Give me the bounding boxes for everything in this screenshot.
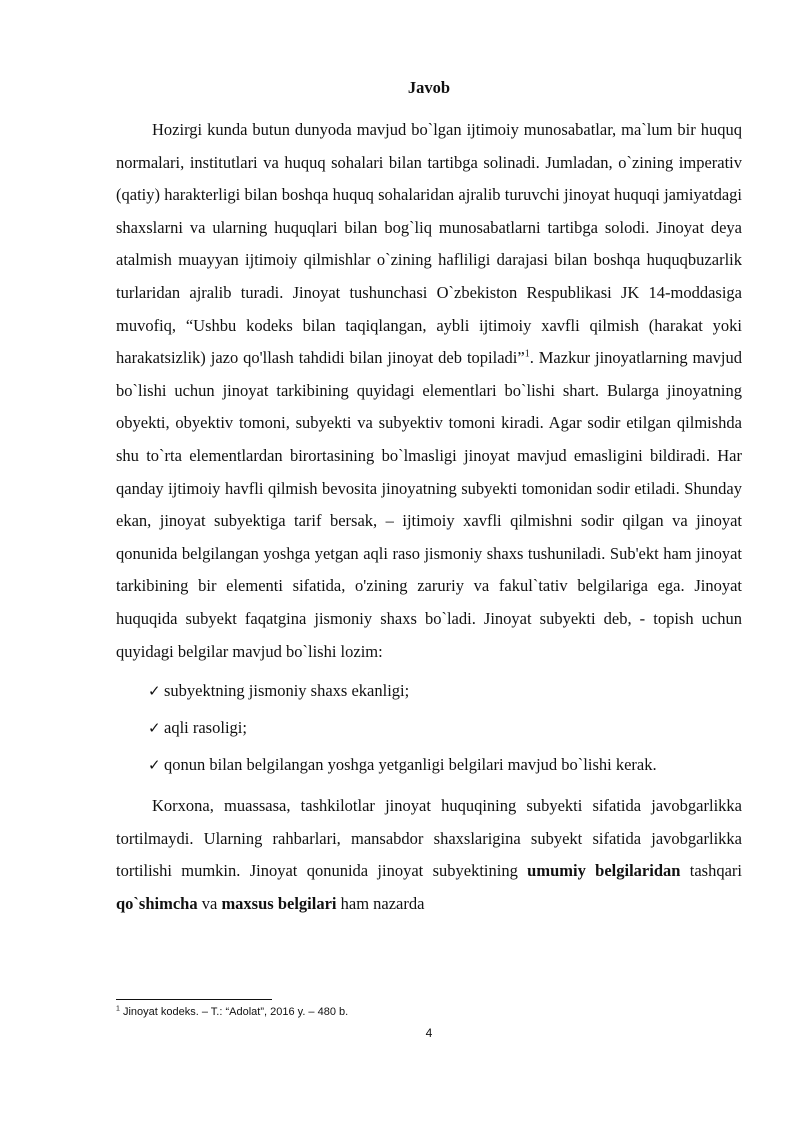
paragraph-organizations-text-4: ham nazarda <box>340 893 425 913</box>
footnote-reference: 1 <box>524 348 530 360</box>
checklist-item-text: aqli rasoligi; <box>164 718 247 738</box>
bold-term-general-features: umumiy belgilaridan <box>527 861 681 881</box>
footnote-text: Jinoyat kodeks. – T.: “Adolat”, 2016 y. – 480 b. <box>119 1006 349 1018</box>
paragraph-intro <box>116 114 742 668</box>
page-content <box>116 72 742 920</box>
page-title: Javob <box>407 78 451 97</box>
checklist-item <box>148 711 742 745</box>
paragraph-intro-text-1: Hozirgi kunda butun dunyoda mavjud bo`lgan ijtimoiy munosabatlar, ma`lum bir huquq normalari, institutlari va huquq sohalari bilan tartibga solinadi. Jumladan, o`zining imperativ (qatiy) harakterligi bilan boshqa huquq sohalaridan ajralib turuvchi jinoyat huquqi jamiyatdagi shaxslarni va ularning huquqlari bilan bog`liq munosabatlarni tartibga solodi. Jinoyat deya atalmish muayyan ijtimoiy qilmishlar o`zining hafliligi darajasi bilan boshqa huquqbuzarlik turlaridan ajralib turadi. Jinoyat tushunchasi O`zbekiston Respublikasi JK 14-moddasiga muvofiq, “Ushbu kodeks bilan taqiqlangan, aybli ijtimoiy xavfli qilmish (harakat yoki harakatsizlik) jazo qo'llash tahdidi bilan jinoyat deb topiladi” <box>116 120 742 368</box>
page-number: 4 <box>425 1026 433 1040</box>
bold-term-additional: qo`shimcha <box>116 893 198 913</box>
checklist-item-text: subyektning jismoniy shaxs ekanligi; <box>164 681 410 701</box>
checkmark-icon: ✓ <box>148 682 161 701</box>
paragraph-organizations-text-3: va <box>201 893 218 913</box>
footnote-separator <box>116 999 272 1000</box>
paragraph-intro-text-2: . Mazkur jinoyatlarning mavjud bo`lishi uchun jinoyat tarkibining quyidagi elementlari bo`lishi shart. Bularga jinoyatning obyekti, obyektiv tomoni, subyekti va subyektiv tomoni kiradi. Agar sodir etilgan qilmishda shu to`rta elementlardan birortasining bo`lmasligi jinoyat mavjud emasligini bildiradi. Har qanday ijtimoiy havfli qilmish bevosita jinoyatning subyekti tomonidan sodir etiladi. Shunday ekan, jinoyat subyektiga tarif bersak, – ijtimoiy xavfli qilmishni sodir qilgan va jinoyat qonunida belgilangan yoshga yetgan aqli raso jismoniy shaxs tushuniladi. Sub'ekt ham jinoyat tarkibining bir elementi sifatida, o'zining zaruriy va fakul`tativ belgilariga ega. Jinoyat huquqida subyekt faqatgina jismoniy shaxs bo`ladi. Jinoyat subyekti deb, - topish uchun quyidagi belgilar mavjud bo`lishi lozim: <box>116 348 742 661</box>
checklist-item-text: qonun bilan belgilangan yoshga yetganligi belgilari mavjud bo`lishi kerak. <box>164 755 657 775</box>
checklist-item <box>148 674 742 708</box>
checkmark-icon: ✓ <box>148 719 161 738</box>
paragraph-organizations-text-2: tashqari <box>689 861 742 881</box>
footnote-marker: 1 <box>116 1005 120 1013</box>
checkmark-icon: ✓ <box>148 756 161 775</box>
bold-term-special-features: maxsus belgilari <box>221 893 337 913</box>
paragraph-organizations <box>116 790 742 920</box>
paragraph-organizations-text-1: Korxona, muassasa, tashkilotlar jinoyat huquqining subyekti sifatida javobgarlikka tortilmaydi. Ularning rahbarlari, mansabdor shaxslarigina subyekt sifatida javobgarlikka tortilishi mumkin. Jinoyat qonunida jinoyat subyektining <box>116 796 742 881</box>
checklist-item <box>148 748 742 782</box>
criteria-checklist <box>116 674 742 782</box>
footnote <box>116 1005 742 1019</box>
